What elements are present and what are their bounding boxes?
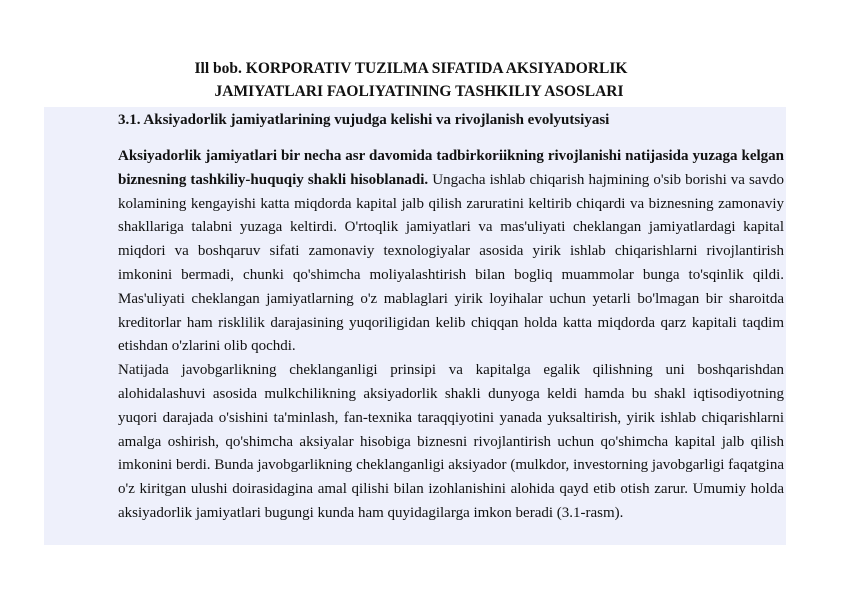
- section-title: 3.1. Aksiyadorlik jamiyatlarining vujudga kelishi va rivojlanish evolyutsiyasi: [118, 112, 610, 128]
- chapter-title-line1: Ill bob. KORPORATIV TUZILMA SIFATIDA AKSIYADORLIK: [194, 60, 628, 77]
- paragraph-1: [118, 145, 784, 359]
- paragraph-2: Natijada javobgarlikning cheklanganligi prinsipi va kapitalga egalik qilishning uni boshqarishdan alohidalashuvi asosida mulkchilikning aksiyadorlik shakli dunyoga keldi hamda bu shakl iqtisodiyotning yuqori darajada o'sishini ta'minlash, fan-texnika taraqqiyotini yanada yuksaltirish, yirik ishlab chiqarishlarni amalga oshirish, qo'shimcha aksiyalar hisobiga biznesni rivojlantirish uchun qo'shimcha kapital jalb qilish imkonini berdi. Bunda javobgarlikning cheklanganligi aksiyador (mulkdor, investorning javobgarligi faqatgina o'z kiritgan ulushi doirasidagina amal qilishi bilan izohlanishini alohida qayd etib otish zarur. Umumiy holda aksiyadorlik jamiyatlari bugungi kunda ham quyidagilarga imkon beradi (3.1-rasm).: [118, 362, 784, 521]
- page-content: [118, 109, 784, 526]
- chapter-title-line2: JAMIYATLARI FAOLIYATINING TASHKILIY ASOSLARI: [214, 83, 624, 100]
- paragraph-1-text: Ungacha ishlab chiqarish hajmining o'sib borishi va savdo kolamining kengayishi katta miqdorda kapital jalb qilish zaruratini keltirib chiqardi va biznesning zamonaviy shakllariga talabni yuzaga keltirdi. O'rtoqlik jamiyatlari va mas'uliyati cheklangan jamiyatlardagi kapital miqdori va boshqaruv sifati zamonaviy texnologiyalar asosida yirik ishlab chiqarishlarni rivojlantirish imkonini bermadi, chunki qo'shimcha moliyalashtirish bilan bogliq muammolar bunga to'sqinlik qildi. Mas'uliyati cheklangan jamiyatlarning o'z mablaglari yirik loyihalar uchun yetarli bo'lmagan bir sharoitda kreditorlar ham risklilik darajasining yuqoriligidan kelib chiqqan holda katta miqdorda qarz kapitali taqdim etishdan o'zlarini olib qochdi.: [118, 171, 784, 355]
- paragraph-1-lead: Aksiyadorlik jamiyatlari bir necha asr davomida tadbirkoriikning rivojlanishi natijasida yuzaga kelgan biznesning tashkiliy-huquqiy shakli hisoblanadi.: [118, 148, 784, 188]
